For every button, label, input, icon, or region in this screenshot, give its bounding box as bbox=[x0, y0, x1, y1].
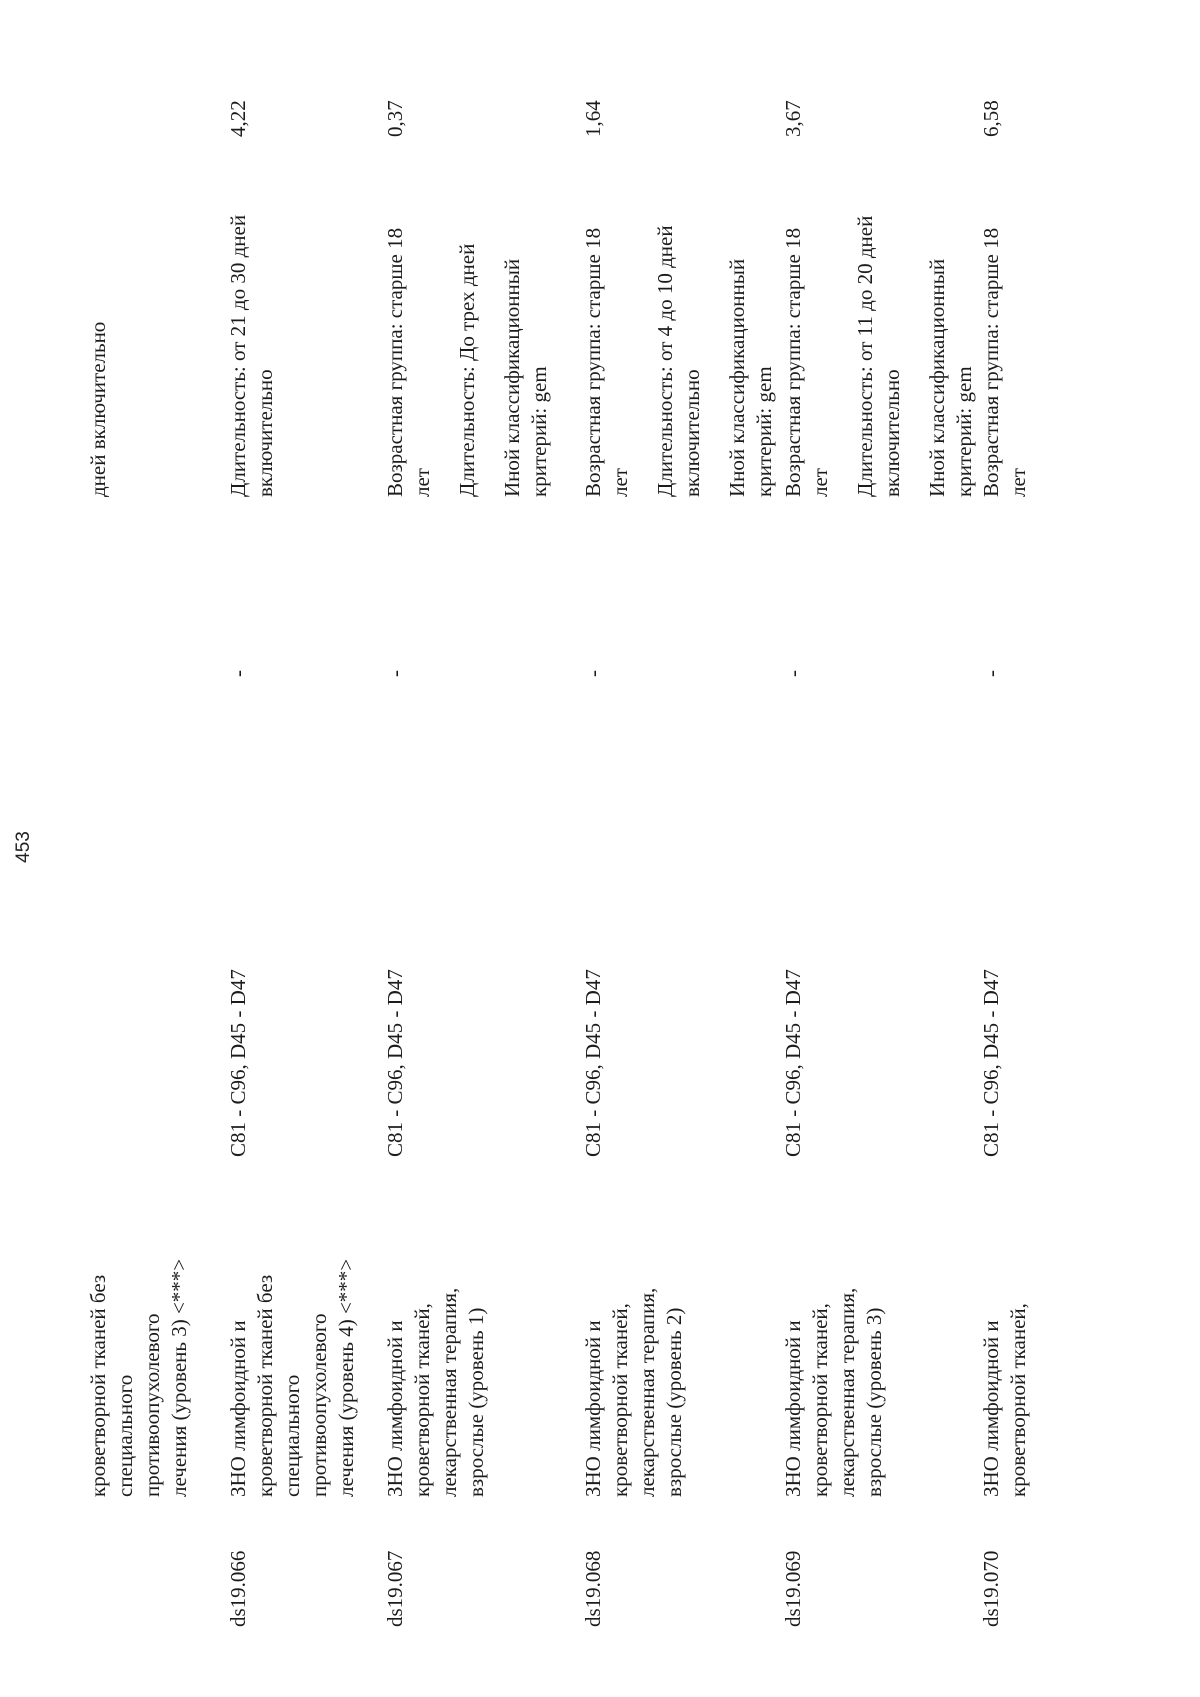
criteria-line: Длительность: от 21 до 30 дней включительно bbox=[226, 214, 277, 497]
row-criteria bbox=[780, 207, 978, 497]
row-coefficient: 4,22 bbox=[226, 100, 250, 137]
row-service: - bbox=[781, 670, 805, 677]
row-name: ЗНО лимфоидной и кроветворной тканей, лекарственная терапия, взрослые (уровень 2) bbox=[581, 1287, 686, 1497]
row-coefficient: 3,67 bbox=[781, 100, 805, 137]
row-criteria bbox=[978, 207, 1032, 497]
criteria-line: Длительность: от 11 до 20 дней включительно bbox=[853, 215, 904, 497]
row-code: ds19.067 bbox=[383, 1550, 407, 1627]
row-code: ds19.070 bbox=[979, 1550, 1003, 1627]
criteria-line: Возрастная группа: старше 18 лет bbox=[383, 227, 434, 497]
row-criteria bbox=[580, 207, 778, 497]
criteria-line: Иной классификационный критерий: gem bbox=[925, 258, 976, 497]
row-service: - bbox=[226, 670, 250, 677]
criteria-line: Возрастная группа: старше 18 лет bbox=[581, 227, 632, 497]
criteria-line: Длительность: от 4 до 10 дней включительно bbox=[653, 225, 704, 497]
criteria-line: Иной классификационный критерий: gem bbox=[500, 258, 551, 497]
continuation-criteria: дней включительно bbox=[86, 321, 110, 497]
row-criteria bbox=[382, 207, 553, 497]
continuation-name: кроветворной тканей без специального противоопухолевого лечения (уровень 3) <***> bbox=[86, 1258, 191, 1497]
row-diagnosis: C81 - C96, D45 - D47 bbox=[226, 969, 250, 1157]
row-coefficient: 6,58 bbox=[979, 100, 1003, 137]
row-coefficient: 0,37 bbox=[383, 100, 407, 137]
row-name: ЗНО лимфоидной и кроветворной тканей, bbox=[979, 1303, 1030, 1497]
row-code: ds19.069 bbox=[781, 1550, 805, 1627]
row-diagnosis: C81 - C96, D45 - D47 bbox=[781, 969, 805, 1157]
criteria-line: Возрастная группа: старше 18 лет bbox=[781, 227, 832, 497]
row-diagnosis: C81 - C96, D45 - D47 bbox=[979, 969, 1003, 1157]
row-code: ds19.066 bbox=[226, 1550, 250, 1627]
row-service: - bbox=[383, 670, 407, 677]
row-diagnosis: C81 - C96, D45 - D47 bbox=[383, 969, 407, 1157]
row-code: ds19.068 bbox=[581, 1550, 605, 1627]
criteria-line: Возрастная группа: старше 18 лет bbox=[979, 227, 1030, 497]
row-name: ЗНО лимфоидной и кроветворной тканей без специального противоопухолевого лечения (уровень 4) <***> bbox=[226, 1258, 358, 1497]
row-name: ЗНО лимфоидной и кроветворной тканей, лекарственная терапия, взрослые (уровень 1) bbox=[383, 1287, 488, 1497]
row-coefficient: 1,64 bbox=[581, 100, 605, 137]
criteria-line: Длительность: До трех дней bbox=[455, 243, 479, 497]
row-name: ЗНО лимфоидной и кроветворной тканей, лекарственная терапия, взрослые (уровень 3) bbox=[781, 1287, 886, 1497]
row-criteria bbox=[225, 207, 279, 497]
criteria-line: Иной классификационный критерий: gem bbox=[725, 258, 776, 497]
row-service: - bbox=[581, 670, 605, 677]
row-diagnosis: C81 - C96, D45 - D47 bbox=[581, 969, 605, 1157]
row-service: - bbox=[979, 670, 1003, 677]
page-number: 453 bbox=[13, 831, 34, 863]
